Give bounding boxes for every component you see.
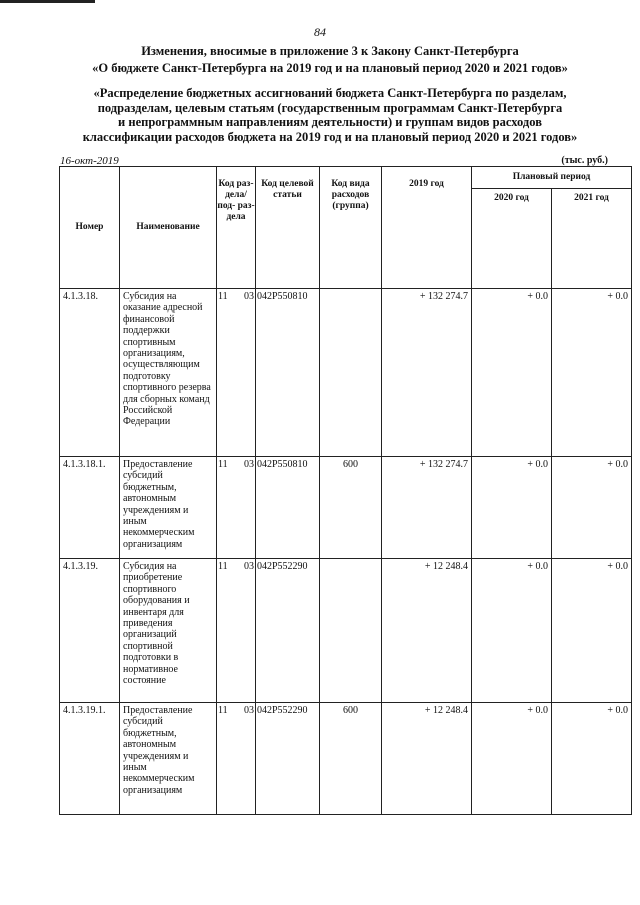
row-amount-2019: + 132 274.7 [382,457,472,559]
section-code: 11 [218,705,228,716]
row-target-code: 042P552290 [256,703,320,815]
header-planned-period: Плановый период [472,167,632,189]
row-amount-2019: + 12 248.4 [382,703,472,815]
row-amount-2019: + 132 274.7 [382,289,472,457]
row-name: Субсидия на оказание адресной финансовой поддержки спортивным организациям, осуществляющим подготовку спортивного резерва для сборных команд Российской Федерации [120,289,217,457]
table-row [60,289,632,457]
row-target-code: 042P550810 [256,289,320,457]
header-name: Наименование [120,167,217,289]
header-2021: 2021 год [552,189,632,289]
row-expense-type [320,559,382,703]
row-target-code: 042P552290 [256,559,320,703]
header-2020: 2020 год [472,189,552,289]
section-code: 11 [218,291,228,302]
document-date: 16-окт-2019 [60,155,119,167]
row-number: 4.1.3.19.1. [60,703,120,815]
row-amount-2021: + 0.0 [552,559,632,703]
row-amount-2020: + 0.0 [472,457,552,559]
table-row [60,457,632,559]
row-section-code [217,559,256,703]
table-row [60,559,632,703]
row-name: Субсидия на приобретение спортивного оборудования и инвентаря для приведения организаций спортивной подготовки в нормативное состояние [120,559,217,703]
document-title: Изменения, вносимые в приложение 3 к Закону Санкт-Петербурга [141,44,519,58]
row-number: 4.1.3.19. [60,559,120,703]
subsection-code: 03 [244,291,254,302]
subsection-code: 03 [244,561,254,572]
row-expense-type [320,289,382,457]
header-target-code: Код целевой статьи [256,167,320,289]
section-code: 11 [218,561,228,572]
row-target-code: 042P550810 [256,457,320,559]
appendix-heading [60,86,600,144]
heading-line: «Распределение бюджетных ассигнований бюджета Санкт-Петербурга по разделам, [93,86,567,100]
header-number: Номер [60,167,120,289]
row-amount-2019: + 12 248.4 [382,559,472,703]
row-expense-type: 600 [320,457,382,559]
row-amount-2020: + 0.0 [472,703,552,815]
header-2019: 2019 год [382,167,472,289]
row-number: 4.1.3.18.1. [60,457,120,559]
header-section-code: Код раз- дела/ под- раз- дела [217,167,256,289]
subsection-code: 03 [244,459,254,470]
row-section-code [217,289,256,457]
document-subtitle: «О бюджете Санкт-Петербурга на 2019 год и на плановый период 2020 и 2021 годов» [92,61,568,75]
row-amount-2020: + 0.0 [472,559,552,703]
row-name: Предоставление субсидий бюджетным, автономным учреждениям и иным некоммерческим организациям [120,457,217,559]
subsection-code: 03 [244,705,254,716]
row-amount-2021: + 0.0 [552,703,632,815]
row-section-code [217,703,256,815]
section-code: 11 [218,459,228,470]
row-name: Предоставление субсидий бюджетным, автономным учреждениям и иным некоммерческим организациям [120,703,217,815]
units-label: (тыс. руб.) [561,155,608,166]
row-expense-type: 600 [320,703,382,815]
header-expense-type-code: Код вида расходов (группа) [320,167,382,289]
table-row [60,703,632,815]
row-section-code [217,457,256,559]
heading-line: подразделам, целевым статьям (государственным программам Санкт-Петербурга [97,100,563,115]
heading-line: классификации расходов бюджета на 2019 год и на плановый период 2020 и 2021 годов» [82,129,578,144]
heading-line: и непрограммным направлениям деятельности) и группам видов расходов [118,115,542,129]
row-amount-2021: + 0.0 [552,457,632,559]
top-rule [0,0,95,3]
budget-table [59,166,632,815]
row-amount-2021: + 0.0 [552,289,632,457]
row-number: 4.1.3.18. [60,289,120,457]
row-amount-2020: + 0.0 [472,289,552,457]
page-number: 84 [314,25,326,39]
